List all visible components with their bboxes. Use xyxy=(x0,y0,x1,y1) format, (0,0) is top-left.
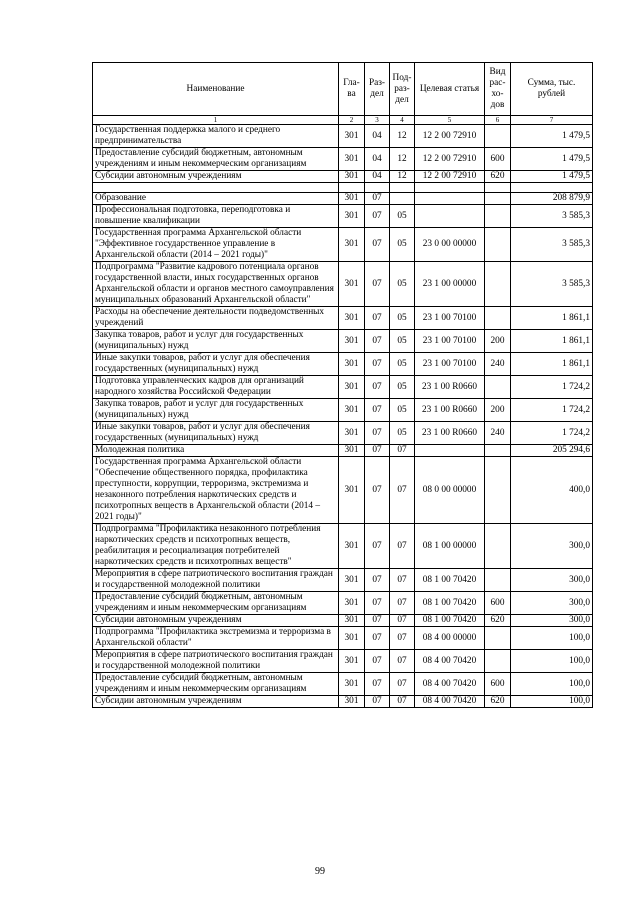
cell-podrazdel: 07 xyxy=(390,673,415,696)
cell-celevaya xyxy=(415,205,485,228)
cell-celevaya xyxy=(415,445,485,457)
cell-glava: 301 xyxy=(339,650,365,673)
cell-vid: 600 xyxy=(485,673,511,696)
cell-summa: 300,0 xyxy=(511,524,593,569)
cell-razdel: 07 xyxy=(365,262,390,307)
cell-podrazdel: 07 xyxy=(390,627,415,650)
cell-celevaya: 23 1 00 70100 xyxy=(415,353,485,376)
cell-celevaya: 23 1 00 00000 xyxy=(415,262,485,307)
cell-vid xyxy=(485,125,511,148)
cell-glava: 301 xyxy=(339,353,365,376)
cell-razdel: 07 xyxy=(365,307,390,330)
cell-glava: 301 xyxy=(339,627,365,650)
table-row xyxy=(93,696,593,708)
cell-podrazdel: 07 xyxy=(390,592,415,615)
table-row xyxy=(93,183,593,193)
column-number: 7 xyxy=(511,116,593,125)
cell-summa: 3 585,3 xyxy=(511,205,593,228)
cell-razdel: 07 xyxy=(365,445,390,457)
cell-summa: 300,0 xyxy=(511,592,593,615)
cell-razdel: 07 xyxy=(365,422,390,445)
cell-summa: 3 585,3 xyxy=(511,262,593,307)
cell-celevaya: 08 4 00 70420 xyxy=(415,673,485,696)
cell-podrazdel: 07 xyxy=(390,615,415,627)
cell-name: Субсидии автономным учреждениям xyxy=(93,615,339,627)
cell-name: Предоставление субсидий бюджетным, автономным учреждениям и иным некоммерческим организациям xyxy=(93,148,339,171)
cell-celevaya: 23 1 00 R0660 xyxy=(415,376,485,399)
cell-glava: 301 xyxy=(339,125,365,148)
cell-vid: 200 xyxy=(485,399,511,422)
cell-podrazdel: 05 xyxy=(390,330,415,353)
cell-celevaya: 12 2 00 72910 xyxy=(415,125,485,148)
cell-podrazdel: 07 xyxy=(390,524,415,569)
cell-podrazdel: 07 xyxy=(390,445,415,457)
cell-vid xyxy=(485,228,511,262)
cell-vid xyxy=(485,524,511,569)
table-row xyxy=(93,193,593,205)
cell-glava: 301 xyxy=(339,148,365,171)
cell-name: Подготовка управленческих кадров для организаций народного хозяйства Российской Федерации xyxy=(93,376,339,399)
cell-vid xyxy=(485,262,511,307)
cell-name: Субсидии автономным учреждениям xyxy=(93,696,339,708)
cell-name: Мероприятия в сфере патриотического воспитания граждан и государственной молодежной политики xyxy=(93,650,339,673)
table-row xyxy=(93,376,593,399)
column-number: 6 xyxy=(485,116,511,125)
cell-summa: 400,0 xyxy=(511,457,593,524)
column-number: 4 xyxy=(390,116,415,125)
cell-celevaya: 12 2 00 72910 xyxy=(415,148,485,171)
table-row xyxy=(93,228,593,262)
cell-celevaya: 08 0 00 00000 xyxy=(415,457,485,524)
cell-vid xyxy=(485,569,511,592)
cell-summa: 300,0 xyxy=(511,615,593,627)
cell-name: Образование xyxy=(93,193,339,205)
cell-razdel: 07 xyxy=(365,592,390,615)
table-row xyxy=(93,399,593,422)
cell-podrazdel xyxy=(390,183,415,193)
table-body xyxy=(93,125,593,708)
cell-podrazdel: 05 xyxy=(390,307,415,330)
cell-podrazdel: 12 xyxy=(390,171,415,183)
cell-summa: 1 861,1 xyxy=(511,307,593,330)
cell-summa xyxy=(511,183,593,193)
header-vid: Вид рас-хо-дов xyxy=(485,63,511,116)
cell-vid xyxy=(485,445,511,457)
cell-glava: 301 xyxy=(339,330,365,353)
cell-razdel: 07 xyxy=(365,569,390,592)
cell-name xyxy=(93,183,339,193)
cell-podrazdel: 05 xyxy=(390,399,415,422)
cell-summa: 1 479,5 xyxy=(511,171,593,183)
table-row xyxy=(93,148,593,171)
budget-table xyxy=(92,62,593,708)
cell-name: Молодежная политика xyxy=(93,445,339,457)
cell-podrazdel: 12 xyxy=(390,125,415,148)
cell-glava: 301 xyxy=(339,228,365,262)
cell-razdel: 04 xyxy=(365,148,390,171)
cell-name: Иные закупки товаров, работ и услуг для обеспечения государственных (муниципальных) нужд xyxy=(93,422,339,445)
cell-podrazdel: 07 xyxy=(390,696,415,708)
cell-razdel: 07 xyxy=(365,696,390,708)
cell-name: Мероприятия в сфере патриотического воспитания граждан и государственной молодежной политики xyxy=(93,569,339,592)
cell-razdel: 07 xyxy=(365,399,390,422)
cell-celevaya: 08 4 00 70420 xyxy=(415,650,485,673)
cell-celevaya: 23 1 00 R0660 xyxy=(415,399,485,422)
cell-glava: 301 xyxy=(339,193,365,205)
cell-podrazdel: 05 xyxy=(390,228,415,262)
cell-celevaya: 08 4 00 70420 xyxy=(415,696,485,708)
table-row xyxy=(93,673,593,696)
table-row xyxy=(93,569,593,592)
cell-razdel: 07 xyxy=(365,353,390,376)
cell-razdel: 07 xyxy=(365,376,390,399)
cell-podrazdel: 07 xyxy=(390,569,415,592)
table-row xyxy=(93,524,593,569)
cell-name: Закупка товаров, работ и услуг для государственных (муниципальных) нужд xyxy=(93,399,339,422)
cell-razdel: 07 xyxy=(365,205,390,228)
cell-glava: 301 xyxy=(339,569,365,592)
cell-podrazdel: 05 xyxy=(390,422,415,445)
cell-glava: 301 xyxy=(339,262,365,307)
cell-glava: 301 xyxy=(339,376,365,399)
header-celevaya: Целевая статья xyxy=(415,63,485,116)
table-row xyxy=(93,125,593,148)
column-number: 3 xyxy=(365,116,390,125)
cell-vid xyxy=(485,376,511,399)
cell-vid xyxy=(485,183,511,193)
cell-podrazdel xyxy=(390,193,415,205)
cell-name: Государственная программа Архангельской области "Обеспечение общественного порядка, профилактика преступности, коррупции, терроризма, экстремизма и незаконного потребления наркотических средств и психотропных веществ в Архангельской области (2014 – 2021 годы)" xyxy=(93,457,339,524)
cell-celevaya: 08 1 00 00000 xyxy=(415,524,485,569)
cell-razdel: 07 xyxy=(365,457,390,524)
cell-vid xyxy=(485,650,511,673)
cell-vid xyxy=(485,193,511,205)
cell-podrazdel: 05 xyxy=(390,262,415,307)
cell-vid: 620 xyxy=(485,696,511,708)
cell-celevaya: 23 0 00 00000 xyxy=(415,228,485,262)
cell-summa: 3 585,3 xyxy=(511,228,593,262)
cell-celevaya: 23 1 00 70100 xyxy=(415,307,485,330)
cell-razdel: 07 xyxy=(365,650,390,673)
cell-razdel: 07 xyxy=(365,524,390,569)
cell-celevaya: 23 1 00 R0660 xyxy=(415,422,485,445)
table-row xyxy=(93,353,593,376)
cell-glava: 301 xyxy=(339,524,365,569)
cell-vid xyxy=(485,205,511,228)
cell-name: Субсидии автономным учреждениям xyxy=(93,171,339,183)
cell-vid: 600 xyxy=(485,148,511,171)
table-row xyxy=(93,615,593,627)
cell-vid xyxy=(485,307,511,330)
table-row xyxy=(93,262,593,307)
cell-glava: 301 xyxy=(339,422,365,445)
cell-summa: 1 861,1 xyxy=(511,353,593,376)
cell-summa: 1 479,5 xyxy=(511,148,593,171)
cell-glava: 301 xyxy=(339,307,365,330)
cell-vid: 200 xyxy=(485,330,511,353)
cell-name: Подпрограмма "Профилактика незаконного потребления наркотических средств и психотропных веществ, реабилитация и ресоциализация потребителей наркотических средств и психотропных веществ" xyxy=(93,524,339,569)
table-row xyxy=(93,171,593,183)
cell-vid: 240 xyxy=(485,353,511,376)
cell-vid: 620 xyxy=(485,171,511,183)
cell-name: Профессиональная подготовка, переподготовка и повышение квалификации xyxy=(93,205,339,228)
cell-vid: 240 xyxy=(485,422,511,445)
table-header-row xyxy=(93,63,593,116)
cell-summa: 208 879,9 xyxy=(511,193,593,205)
cell-summa: 300,0 xyxy=(511,569,593,592)
table-row xyxy=(93,457,593,524)
cell-glava: 301 xyxy=(339,205,365,228)
header-razdel: Раз-дел xyxy=(365,63,390,116)
cell-glava: 301 xyxy=(339,696,365,708)
header-podrazdel: Под-раз-дел xyxy=(390,63,415,116)
table-row xyxy=(93,307,593,330)
cell-celevaya xyxy=(415,193,485,205)
cell-name: Подпрограмма "Профилактика экстремизма и терроризма в Архангельской области" xyxy=(93,627,339,650)
cell-summa: 205 294,6 xyxy=(511,445,593,457)
column-number: 1 xyxy=(93,116,339,125)
cell-celevaya: 08 1 00 70420 xyxy=(415,569,485,592)
column-number-row xyxy=(93,116,593,125)
cell-name: Закупка товаров, работ и услуг для государственных (муниципальных) нужд xyxy=(93,330,339,353)
table-row xyxy=(93,445,593,457)
cell-glava: 301 xyxy=(339,171,365,183)
cell-summa: 1 479,5 xyxy=(511,125,593,148)
cell-name: Иные закупки товаров, работ и услуг для обеспечения государственных (муниципальных) нужд xyxy=(93,353,339,376)
cell-razdel: 04 xyxy=(365,171,390,183)
cell-podrazdel: 07 xyxy=(390,457,415,524)
cell-razdel: 04 xyxy=(365,125,390,148)
table-row xyxy=(93,205,593,228)
cell-podrazdel: 07 xyxy=(390,650,415,673)
table-row xyxy=(93,330,593,353)
cell-podrazdel: 05 xyxy=(390,353,415,376)
cell-name: Предоставление субсидий бюджетным, автономным учреждениям и иным некоммерческим организациям xyxy=(93,592,339,615)
cell-vid: 600 xyxy=(485,592,511,615)
cell-name: Подпрограмма "Развитие кадрового потенциала органов государственной власти, иных государственных органов Архангельской области и органов местного самоуправления муниципальных образований Архангельской области" xyxy=(93,262,339,307)
header-name: Наименование xyxy=(93,63,339,116)
cell-summa: 100,0 xyxy=(511,650,593,673)
page-number: 99 xyxy=(315,866,325,877)
budget-document xyxy=(92,62,592,708)
cell-name: Государственная поддержка малого и среднего предпринимательства xyxy=(93,125,339,148)
cell-razdel: 07 xyxy=(365,615,390,627)
cell-summa: 1 724,2 xyxy=(511,422,593,445)
table-row xyxy=(93,650,593,673)
cell-summa: 100,0 xyxy=(511,673,593,696)
cell-glava: 301 xyxy=(339,399,365,422)
cell-razdel: 07 xyxy=(365,330,390,353)
cell-razdel xyxy=(365,183,390,193)
column-number: 2 xyxy=(339,116,365,125)
table-row xyxy=(93,592,593,615)
cell-razdel: 07 xyxy=(365,228,390,262)
cell-podrazdel: 12 xyxy=(390,148,415,171)
cell-name: Расходы на обеспечение деятельности подведомственных учреждений xyxy=(93,307,339,330)
cell-vid xyxy=(485,627,511,650)
cell-summa: 1 724,2 xyxy=(511,399,593,422)
cell-vid xyxy=(485,457,511,524)
cell-glava xyxy=(339,183,365,193)
cell-razdel: 07 xyxy=(365,627,390,650)
cell-razdel: 07 xyxy=(365,193,390,205)
cell-razdel: 07 xyxy=(365,673,390,696)
cell-name: Государственная программа Архангельской области "Эффективное государственное управление в Архангельской области (2014 – 2021 годы)" xyxy=(93,228,339,262)
column-number: 5 xyxy=(415,116,485,125)
cell-glava: 301 xyxy=(339,673,365,696)
header-glava: Гла-ва xyxy=(339,63,365,116)
cell-celevaya xyxy=(415,183,485,193)
cell-celevaya: 08 4 00 00000 xyxy=(415,627,485,650)
cell-glava: 301 xyxy=(339,615,365,627)
cell-celevaya: 12 2 00 72910 xyxy=(415,171,485,183)
cell-name: Предоставление субсидий бюджетным, автономным учреждениям и иным некоммерческим организациям xyxy=(93,673,339,696)
table-row xyxy=(93,627,593,650)
cell-podrazdel: 05 xyxy=(390,205,415,228)
cell-summa: 1 724,2 xyxy=(511,376,593,399)
cell-celevaya: 23 1 00 70100 xyxy=(415,330,485,353)
cell-glava: 301 xyxy=(339,445,365,457)
cell-podrazdel: 05 xyxy=(390,376,415,399)
cell-summa: 100,0 xyxy=(511,696,593,708)
cell-summa: 100,0 xyxy=(511,627,593,650)
cell-vid: 620 xyxy=(485,615,511,627)
cell-celevaya: 08 1 00 70420 xyxy=(415,592,485,615)
cell-summa: 1 861,1 xyxy=(511,330,593,353)
table-row xyxy=(93,422,593,445)
cell-glava: 301 xyxy=(339,457,365,524)
cell-celevaya: 08 1 00 70420 xyxy=(415,615,485,627)
cell-glava: 301 xyxy=(339,592,365,615)
header-summa: Сумма, тыс. рублей xyxy=(511,63,593,116)
